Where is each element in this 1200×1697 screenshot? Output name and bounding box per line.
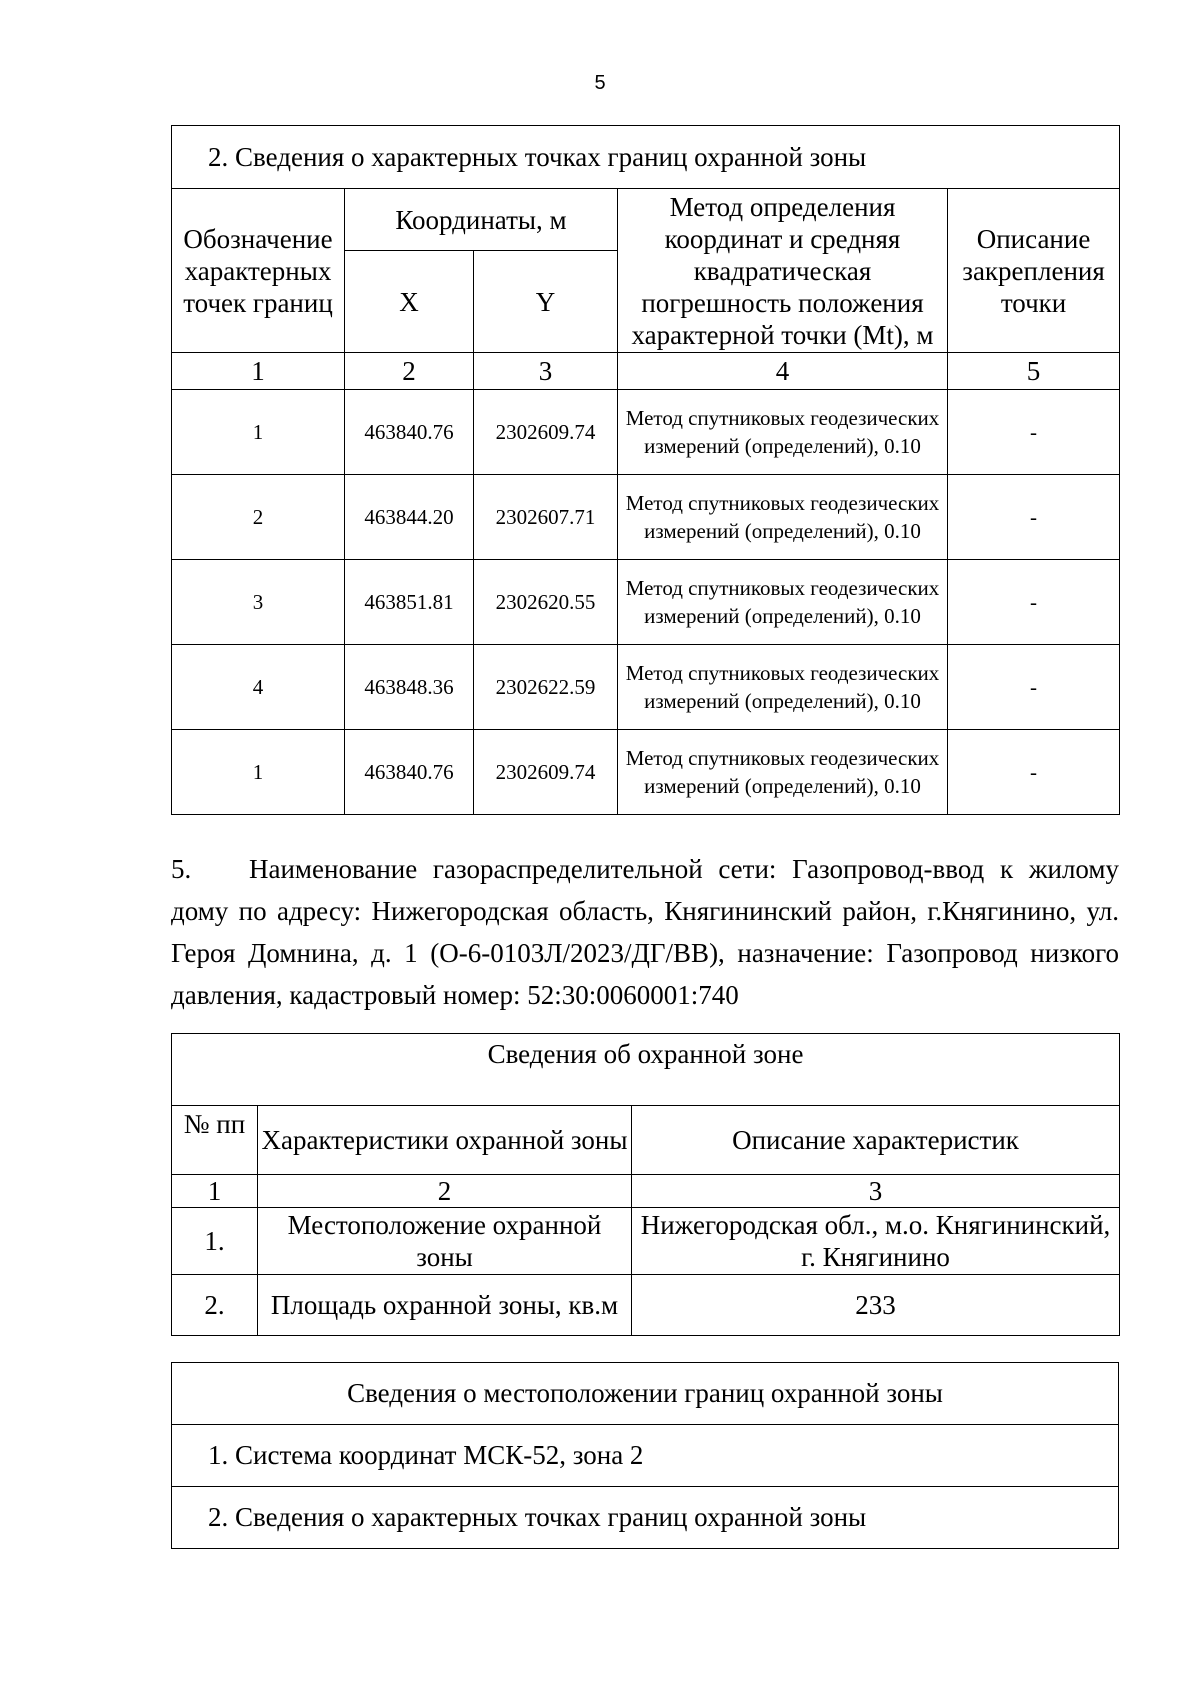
x-cell: 463844.20 (345, 475, 474, 560)
x-cell: 463840.76 (345, 730, 474, 815)
y-cell: 2302607.71 (474, 475, 618, 560)
column-number: 4 (618, 353, 948, 390)
boundary-location-table (171, 1362, 1119, 1549)
y-cell: 2302622.59 (474, 645, 618, 730)
method-cell: Метод спутниковых геодезических измерений (определений), 0.10 (618, 390, 948, 475)
column-number: 5 (948, 353, 1120, 390)
boundary-points-row: 2. Сведения о характерных точках границ охранной зоны (172, 1487, 1119, 1549)
header-x: X (345, 251, 474, 353)
table-row (172, 645, 1120, 730)
table-row (172, 1208, 1120, 1275)
point-cell: 4 (172, 645, 345, 730)
table-row (172, 390, 1120, 475)
column-numbers-row (172, 353, 1120, 390)
table-row (172, 475, 1120, 560)
column-number: 2 (345, 353, 474, 390)
header-description: Описание закрепления точки (948, 189, 1120, 353)
characteristic-value: Нижегородская обл., м.о. Княгининский, г. Княгинино (632, 1208, 1120, 1275)
description-cell: - (948, 390, 1120, 475)
table-title: Сведения об охранной зоне (172, 1034, 1120, 1106)
method-cell: Метод спутниковых геодезических измерений (определений), 0.10 (618, 475, 948, 560)
x-cell: 463840.76 (345, 390, 474, 475)
table-title: 2. Сведения о характерных точках границ охранной зоны (172, 126, 1120, 189)
x-cell: 463851.81 (345, 560, 474, 645)
paragraph-number: 5. (171, 854, 192, 884)
column-numbers-row (172, 1175, 1120, 1208)
description-cell: - (948, 560, 1120, 645)
column-number: 3 (474, 353, 618, 390)
header-method: Метод определения координат и средняя квадратическая погрешность положения характерной точки (Mt), м (618, 189, 948, 353)
method-cell: Метод спутниковых геодезических измерений (определений), 0.10 (618, 560, 948, 645)
table-row (172, 560, 1120, 645)
table-row (172, 1275, 1120, 1336)
characteristic-value: 233 (632, 1275, 1120, 1336)
point-cell: 1 (172, 730, 345, 815)
row-number: 2. (172, 1275, 258, 1336)
column-number: 1 (172, 1175, 258, 1208)
column-number: 3 (632, 1175, 1120, 1208)
y-cell: 2302620.55 (474, 560, 618, 645)
method-cell: Метод спутниковых геодезических измерений (определений), 0.10 (618, 645, 948, 730)
description-cell: - (948, 475, 1120, 560)
coordinate-system-row: 1. Система координат МСК-52, зона 2 (172, 1425, 1119, 1487)
y-cell: 2302609.74 (474, 390, 618, 475)
header-y: Y (474, 251, 618, 353)
row-number: 1. (172, 1208, 258, 1275)
table-row (172, 730, 1120, 815)
point-cell: 1 (172, 390, 345, 475)
protection-zone-info-table (171, 1033, 1120, 1336)
y-cell: 2302609.74 (474, 730, 618, 815)
description-cell: - (948, 645, 1120, 730)
network-paragraph (171, 848, 1119, 1016)
table-title: Сведения о местоположении границ охранной зоны (172, 1363, 1119, 1425)
header-coordinates: Координаты, м (345, 189, 618, 251)
point-cell: 3 (172, 560, 345, 645)
paragraph-text: Наименование газораспределительной сети: Газопровод-ввод к жилому дому по адресу: Нижегородская область, Княгининский район, г.Княгинино, ул. Героя Домнина, д. 1 (О-6-0103Л/2023/ДГ/ВВ), назначение: Газопровод низкого давления, кадастровый номер: 52:30:0060001:740 (171, 854, 1119, 1010)
column-number: 2 (258, 1175, 632, 1208)
column-number: 1 (172, 353, 345, 390)
page-number: 5 (594, 72, 606, 94)
point-cell: 2 (172, 475, 345, 560)
description-cell: - (948, 730, 1120, 815)
characteristic-name: Местоположение охранной зоны (258, 1208, 632, 1275)
characteristic-name: Площадь охранной зоны, кв.м (258, 1275, 632, 1336)
header-designation: Обозначение характерных точек границ (172, 189, 345, 353)
x-cell: 463848.36 (345, 645, 474, 730)
header-num: № пп (172, 1106, 258, 1175)
boundary-points-table (171, 125, 1120, 815)
method-cell: Метод спутниковых геодезических измерений (определений), 0.10 (618, 730, 948, 815)
header-description: Описание характеристик (632, 1106, 1120, 1175)
header-characteristics: Характеристики охранной зоны (258, 1106, 632, 1175)
